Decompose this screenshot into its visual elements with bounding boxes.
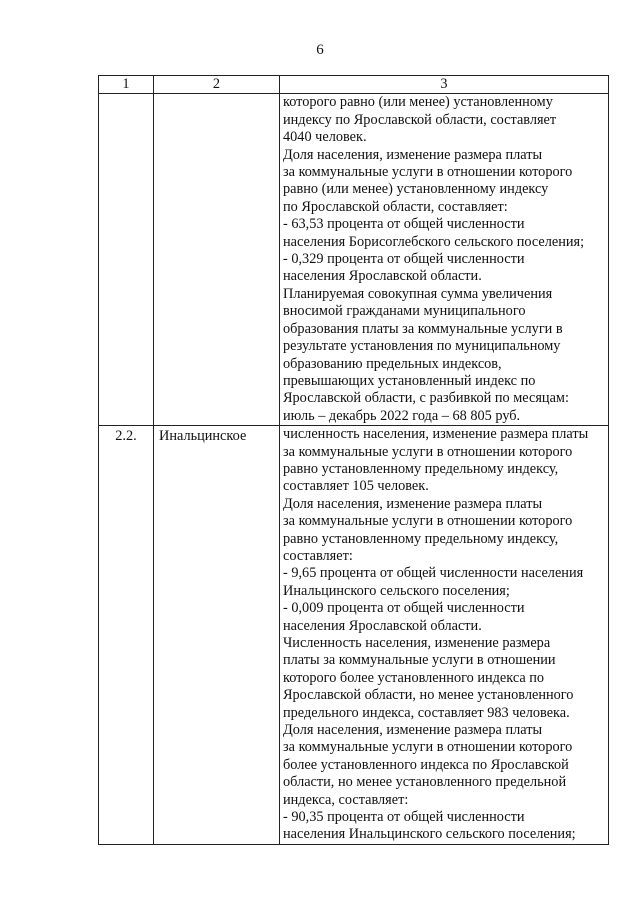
text-line: вносимой гражданами муниципального [283, 303, 526, 320]
table-row [99, 94, 609, 426]
text-line: Ярославской области, с разбивкой по месяцам: [283, 390, 569, 407]
column-header-3: 3 [280, 76, 609, 94]
text-line: - 9,65 процента от общей численности населения [283, 565, 584, 582]
page-number: 6 [316, 42, 324, 58]
text-line: которого более установленного индекса по [283, 669, 545, 686]
text-line: образования платы за коммунальные услуги в [283, 320, 563, 337]
text-line: - 0,329 процента от общей численности [283, 251, 525, 268]
text-line: июль – декабрь 2022 года – 68 805 руб. [283, 407, 521, 424]
text-line: образованию предельных индексов, [283, 355, 502, 372]
text-line: Доля населения, изменение размера платы [283, 722, 543, 739]
text-line: населения Ярославской области. [283, 268, 482, 285]
text-line: результате установления по муниципальному [283, 338, 561, 355]
text-line: - 63,53 процента от общей численности [283, 216, 525, 233]
text-line: индекса, составляет: [283, 791, 409, 808]
text-line: за коммунальные услуги в отношении которого [283, 739, 573, 756]
text-line: за коммунальные услуги в отношении которого [283, 513, 573, 530]
column-header-1: 1 [99, 76, 154, 94]
text-line: численность населения, изменение размера платы [283, 426, 589, 443]
text-line: равно установленному предельному индексу, [283, 460, 559, 477]
text-line: Инальцинского сельского поселения; [283, 582, 510, 599]
text-line: Ярославской области, но менее установленного [283, 687, 574, 704]
text-line: платы за коммунальные услуги в отношении [283, 652, 556, 669]
text-line: - 0,009 процента от общей численности [283, 600, 525, 617]
text-line: равно установленному предельному индексу, [283, 530, 559, 547]
row-description [280, 426, 609, 845]
text-line: индексу по Ярославской области, составляет [283, 111, 557, 128]
table-header-row [99, 76, 609, 94]
text-line: более установленного индекса по Ярославской [283, 756, 569, 773]
text-line: Доля населения, изменение размера платы [283, 146, 543, 163]
text-line: - 90,35 процента от общей численности [283, 809, 525, 826]
table-row [99, 426, 609, 845]
text-line: предельного индекса, составляет 983 человека. [283, 704, 570, 721]
text-line: составляет: [283, 547, 353, 564]
text-line: Численность населения, изменение размера [283, 635, 551, 651]
text-line: населения Борисоглебского сельского поселения; [283, 233, 585, 250]
text-line: населения Инальцинского сельского поселения; [283, 826, 576, 843]
text-line: составляет 105 человек. [283, 478, 429, 495]
text-line: равно (или менее) установленному индексу [283, 181, 549, 198]
row-number: 2.2. [99, 426, 154, 845]
text-line: Доля населения, изменение размера платы [283, 495, 543, 512]
text-line: по Ярославской области, составляет: [283, 198, 508, 215]
text-line: области, но менее установленного предельной [283, 774, 567, 791]
text-line: за коммунальные услуги в отношении которого [283, 443, 573, 460]
row-number [99, 94, 154, 426]
text-line: за коммунальные услуги в отношении которого [283, 164, 573, 181]
document-table [98, 75, 609, 845]
settlement-name: Инальцинское [154, 426, 280, 845]
text-line: Планируемая совокупная сумма увеличения [283, 285, 553, 302]
row-description [280, 94, 609, 426]
text-line: 4040 человек. [283, 129, 367, 146]
text-line: превышающих установленный индекс по [283, 372, 536, 389]
text-line: населения Ярославской области. [283, 617, 482, 634]
column-header-2: 2 [154, 76, 280, 94]
text-line: которого равно (или менее) установленному [283, 94, 553, 111]
settlement-name [154, 94, 280, 426]
